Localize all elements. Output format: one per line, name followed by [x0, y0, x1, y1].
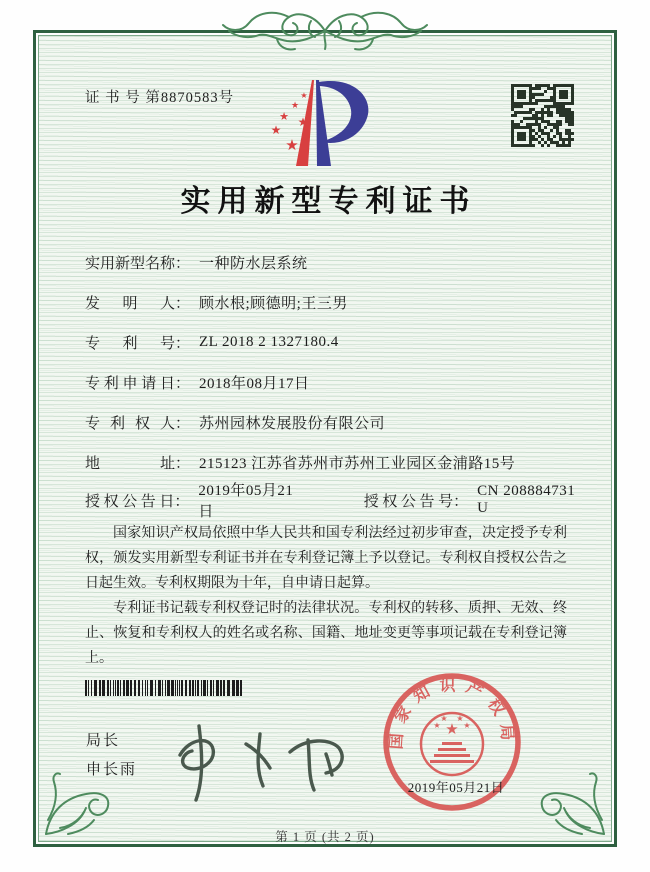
body-text — [85, 521, 567, 671]
svg-text:★: ★ — [290, 101, 300, 111]
field-colon: ： — [453, 493, 469, 510]
barcode — [85, 680, 245, 696]
seal-text: 国家知识产权局 — [388, 677, 516, 750]
field-row-inventors — [85, 282, 590, 322]
field-value: 215123 江苏省苏州市苏州工业园区金浦路15号 — [199, 455, 516, 472]
certificate-title: 实用新型专利证书 — [180, 185, 477, 218]
svg-text:★: ★ — [456, 714, 464, 723]
field-row-filing-date — [85, 362, 590, 402]
field-value: 苏州园林发展股份有限公司 — [199, 415, 386, 432]
field-value: 一种防水层系统 — [199, 255, 308, 272]
field-label: 实用新型名称 — [85, 255, 176, 272]
field-row-address — [85, 442, 590, 482]
field-colon: ： — [175, 335, 191, 352]
field-value: ZL 2018 2 1327180.4 — [199, 333, 339, 350]
qr-code — [511, 84, 574, 147]
signature-handwriting-icon — [160, 710, 350, 805]
top-scroll-ornament-icon — [215, 3, 435, 55]
body-paragraph-2: 专利证书记载专利权登记时的法律状况。专利权的转移、质押、无效、终止、恢复和专利权人的姓名或名称、国籍、地址变更等事项记载在专利登记簿上。 — [85, 601, 567, 666]
grant-date-value: 2019年05月21日 — [198, 483, 294, 520]
field-label: 专利申请日 — [85, 375, 175, 392]
cnipa-logo-icon — [256, 76, 380, 172]
field-colon: ： — [175, 295, 191, 312]
svg-text:★: ★ — [433, 721, 441, 730]
field-list — [85, 242, 590, 518]
grant-date-group — [85, 479, 308, 521]
national-emblem-icon — [421, 713, 483, 775]
page-number: 第 1 页 (共 2 页) — [275, 830, 375, 844]
field-colon: ： — [174, 493, 190, 510]
official-seal — [372, 662, 532, 822]
svg-text:★: ★ — [285, 136, 299, 154]
grant-number-label: 授权公告号 — [363, 493, 454, 510]
field-row-patent-number — [85, 322, 590, 362]
field-value: 顾水根;顾德明;王三男 — [199, 295, 348, 312]
field-row-patentee — [85, 402, 590, 442]
seal-date: 2019年05月21日 — [407, 780, 505, 795]
field-label: 地址 — [85, 455, 175, 472]
svg-text:★: ★ — [463, 721, 471, 730]
grant-number-group — [364, 483, 590, 517]
field-colon: ： — [175, 375, 191, 392]
field-label: 专利权人 — [85, 415, 175, 432]
field-label: 专利号 — [85, 335, 175, 352]
grant-number-value: CN 208884731 U — [477, 483, 576, 516]
svg-text:★: ★ — [279, 110, 289, 123]
field-value: 2018年08月17日 — [199, 375, 310, 392]
svg-text:★: ★ — [440, 714, 448, 723]
field-row-name — [85, 242, 590, 282]
svg-text:★: ★ — [270, 123, 282, 137]
field-colon: ： — [175, 415, 191, 432]
certificate-number: 证 书 号 第8870583号 — [85, 90, 235, 106]
svg-text:★: ★ — [297, 115, 309, 129]
svg-text:★: ★ — [300, 91, 308, 100]
grant-row — [85, 482, 590, 518]
field-colon: ： — [175, 455, 191, 472]
signer-name: 申长雨 — [86, 762, 138, 778]
svg-text:★: ★ — [445, 720, 459, 738]
field-label: 发明人 — [85, 295, 175, 312]
field-colon: ： — [175, 255, 191, 272]
signer-title: 局长 — [86, 733, 121, 749]
grant-date-label: 授权公告日 — [85, 493, 175, 510]
body-paragraph-1: 国家知识产权局依照中华人民共和国专利法经过初步审查，决定授予专利权，颁发实用新型专利证书并在专利登记簿上予以登记。专利权自授权公告之日起生效。专利权期限为十年，自申请日起算。 — [85, 526, 567, 591]
